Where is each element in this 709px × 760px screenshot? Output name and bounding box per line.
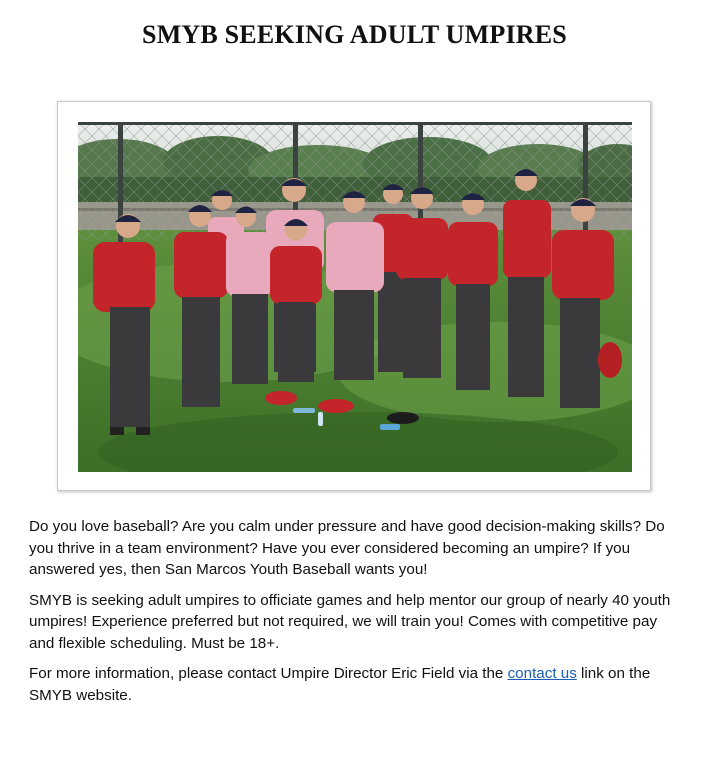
group-photo-icon [78, 122, 632, 472]
body-text [29, 516, 679, 715]
intro-paragraph: Do you love baseball? Are you calm under pressure and have good decision-making skills? Do you thrive in a team environment? Have you ever considered becoming an umpire? If you answered yes, then San Marcos Youth Baseball wants you! [29, 518, 665, 578]
photo-frame [57, 101, 651, 491]
details-paragraph: SMYB is seeking adult umpires to officiate games and help mentor our group of nearly 40 youth umpires! Experience preferred but not required, we will train you! Comes with competitive pay and flexible scheduling. Must be 18+. [29, 591, 671, 652]
contact-paragraph [29, 663, 679, 706]
contact-text-before: For more information, please contact Umpire Director Eric Field via the [29, 665, 508, 682]
page-title: SMYB SEEKING ADULT UMPIRES [142, 20, 567, 49]
contact-text-after: link on the SMYB website. [29, 665, 651, 704]
contact-us-link[interactable]: contact us [507, 665, 577, 682]
